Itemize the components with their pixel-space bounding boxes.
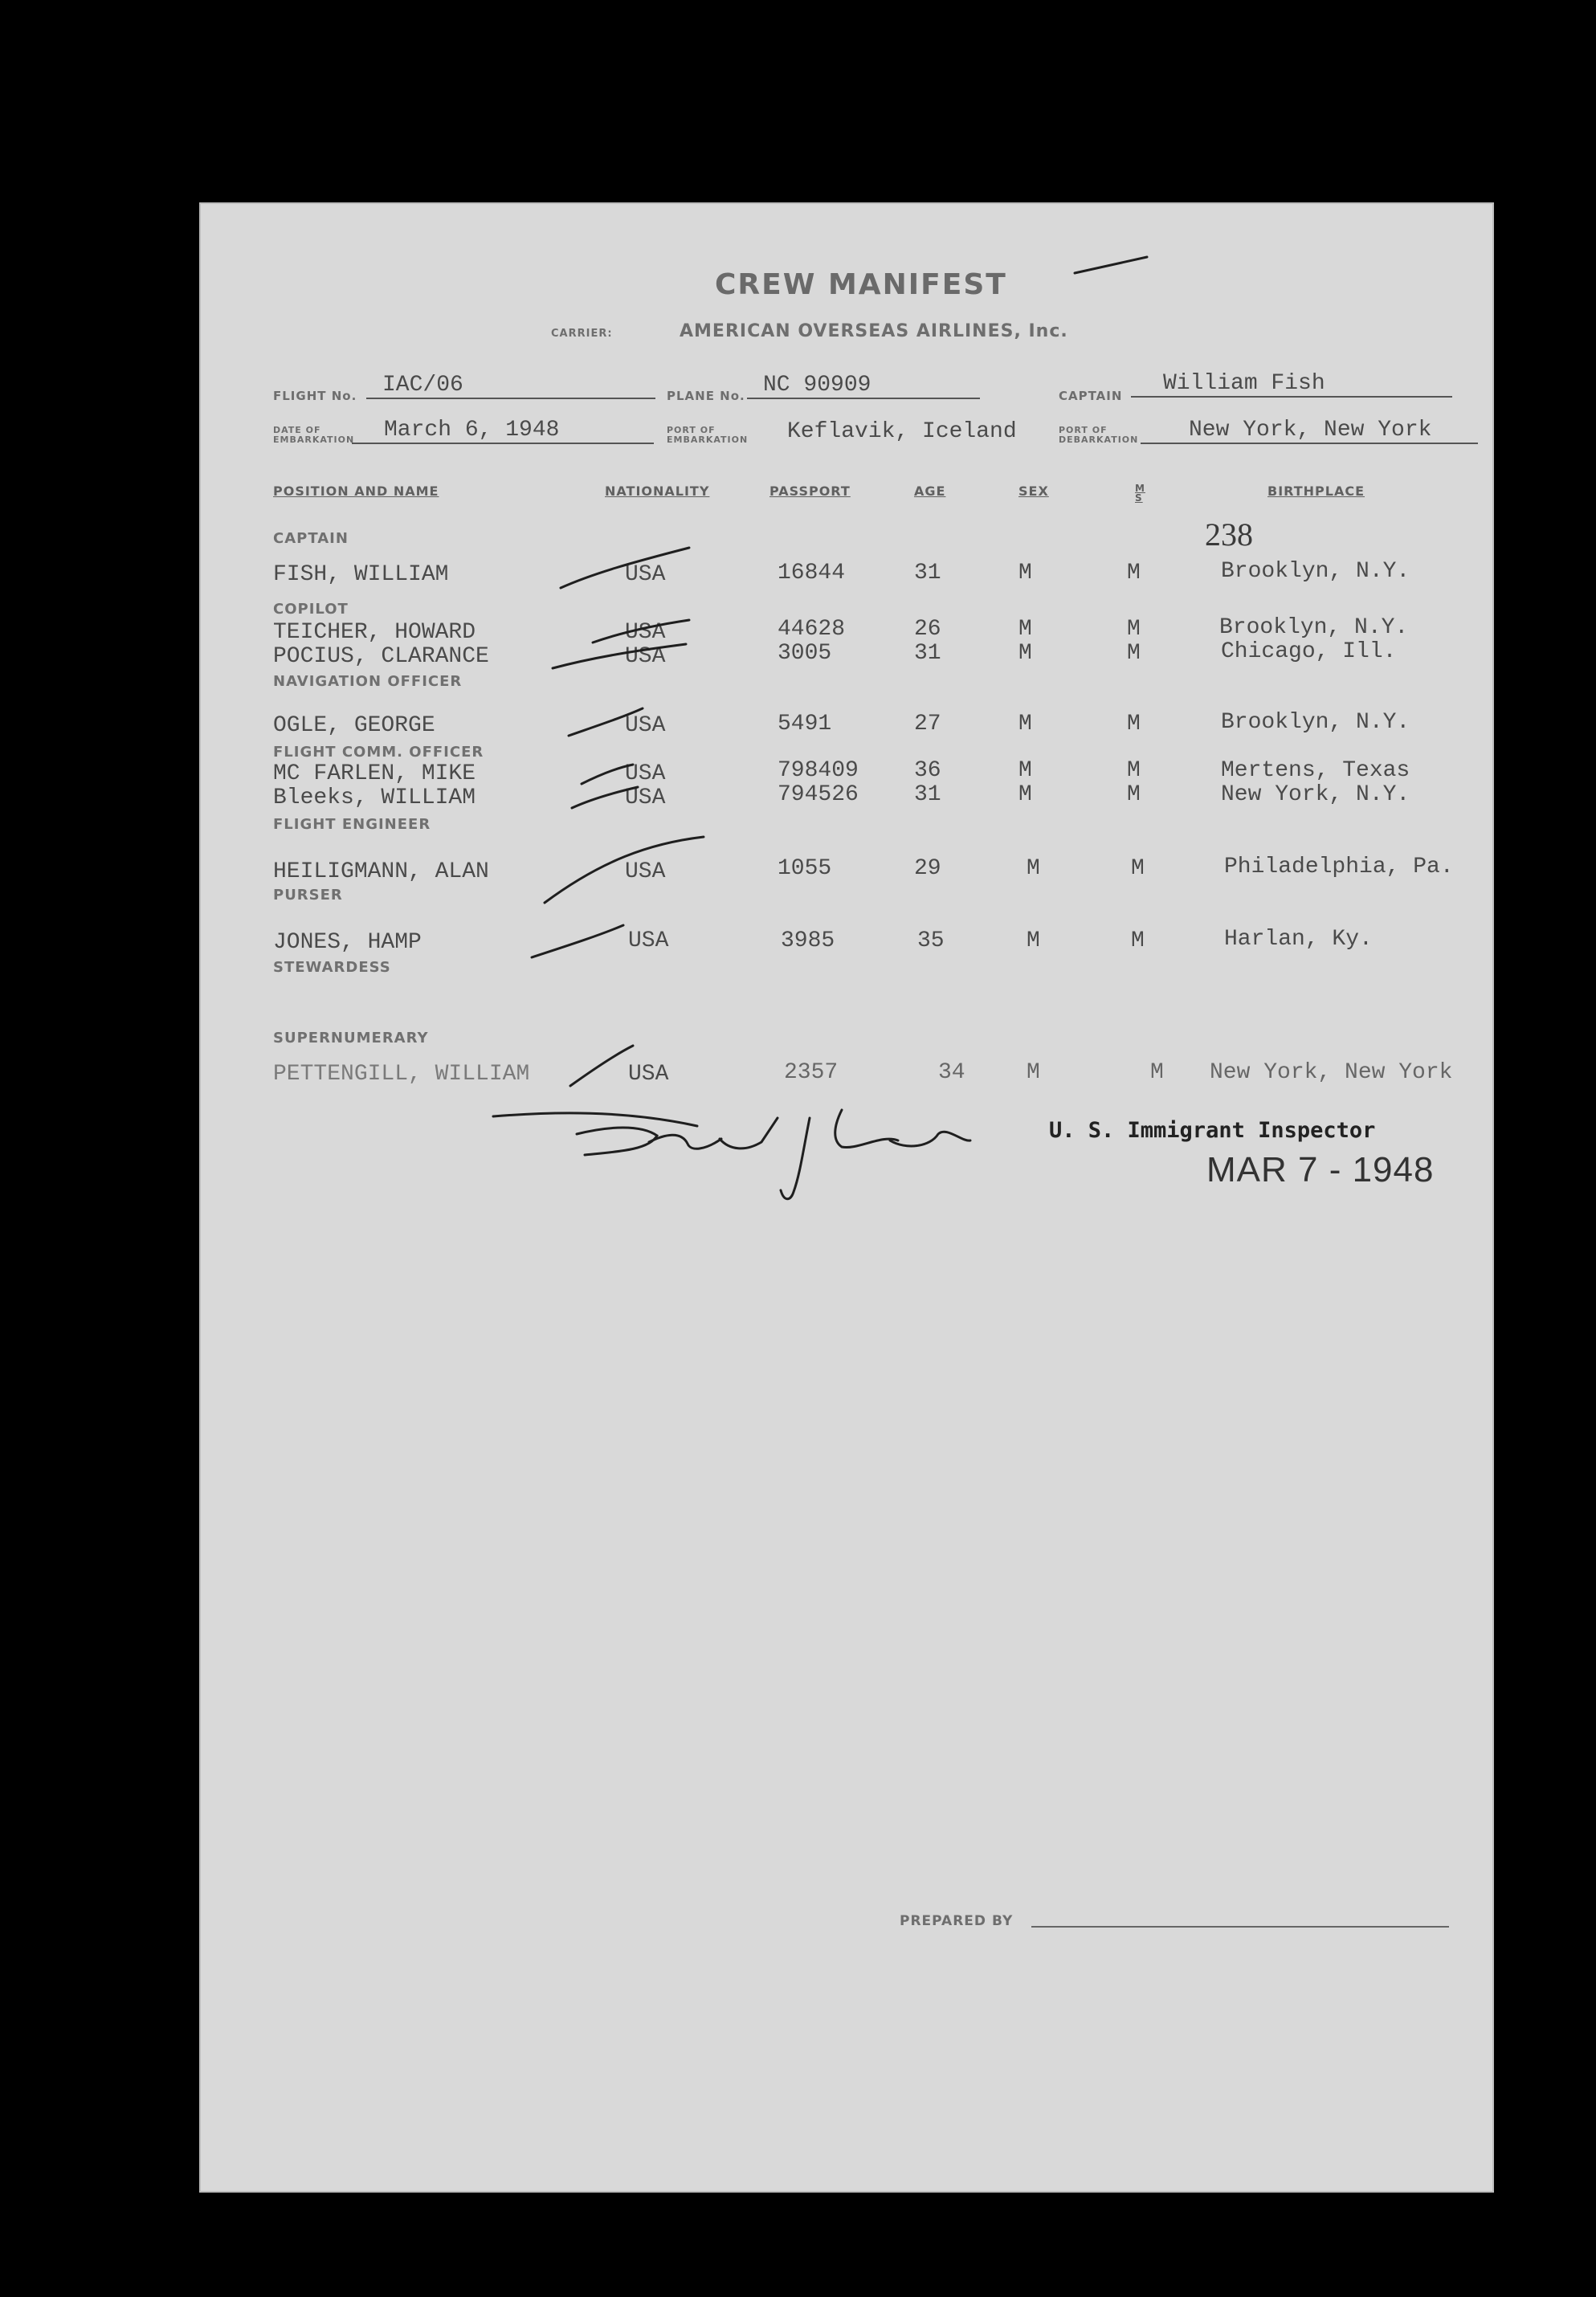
crew-nationality: USA: [625, 620, 666, 645]
crew-age: 26: [914, 617, 941, 642]
crew-marital-status: M: [1131, 928, 1145, 953]
crew-age: 35: [917, 928, 945, 953]
section-stewardess: STEWARDESS: [273, 959, 391, 976]
crew-age: 36: [914, 758, 941, 783]
crew-passport: 1055: [778, 856, 832, 881]
col-nationality: NATIONALITY: [605, 483, 710, 499]
crew-nationality: USA: [625, 859, 666, 884]
captain-name: William Fish: [1131, 371, 1452, 398]
prepared-by-line: [1031, 1926, 1449, 1928]
col-passport: PASSPORT: [769, 483, 851, 499]
section-copilot: COPILOT: [273, 601, 349, 618]
col-birthplace: BIRTHPLACE: [1267, 483, 1365, 499]
embarkation-date: March 6, 1948: [352, 418, 654, 444]
crew-sex: M: [1018, 617, 1032, 642]
crew-name: HEILIGMANN, ALAN: [273, 859, 489, 884]
crew-passport: 44628: [778, 617, 846, 642]
crew-passport: 5491: [778, 712, 832, 736]
col-age: AGE: [914, 483, 946, 499]
crew-nationality: USA: [628, 928, 669, 953]
crew-marital-status: M: [1127, 758, 1141, 783]
crew-name: JONES, HAMP: [273, 930, 422, 955]
section-supernumerary: SUPERNUMERARY: [273, 1030, 429, 1047]
check-mark: [553, 644, 686, 668]
col-position-name: POSITION AND NAME: [273, 483, 439, 499]
crew-nationality: USA: [625, 713, 666, 738]
crew-birthplace: Chicago, Ill.: [1221, 639, 1397, 664]
check-mark: [532, 925, 623, 957]
crew-marital-status: M: [1150, 1060, 1164, 1085]
crew-name: OGLE, GEORGE: [273, 713, 435, 738]
carrier-label: CARRIER:: [551, 328, 613, 340]
section-navigation-officer: NAVIGATION OFFICER: [273, 673, 463, 690]
crew-birthplace: Mertens, Texas: [1221, 758, 1410, 783]
captain-label: CAPTAIN: [1059, 389, 1123, 403]
crew-name: POCIUS, CLARANCE: [273, 644, 489, 669]
crew-sex: M: [1018, 758, 1032, 783]
check-mark: [570, 1046, 633, 1086]
handwritten-check-marks: [199, 202, 1494, 2193]
crew-sex: M: [1027, 928, 1040, 953]
page-number: 238: [1205, 516, 1253, 553]
section-captain: CAPTAIN: [273, 530, 349, 547]
inspector-signature: [199, 202, 1494, 2193]
crew-nationality: USA: [625, 761, 666, 786]
flight-number: IAC/06: [366, 373, 655, 399]
crew-sex: M: [1027, 1060, 1040, 1085]
crew-age: 34: [938, 1060, 965, 1085]
crew-name: MC FARLEN, MIKE: [273, 761, 476, 786]
crew-nationality: USA: [628, 1062, 669, 1087]
crew-sex: M: [1018, 782, 1032, 807]
crew-name: PETTENGILL, WILLIAM: [273, 1062, 530, 1087]
carrier-name: AMERICAN OVERSEAS AIRLINES, Inc.: [680, 321, 1068, 341]
col-sex: SEX: [1018, 483, 1049, 499]
port-debarkation: New York, New York: [1141, 418, 1478, 444]
crew-age: 31: [914, 641, 941, 666]
crew-birthplace: Harlan, Ky.: [1224, 927, 1373, 952]
crew-marital-status: M: [1127, 641, 1141, 666]
crew-name: TEICHER, HOWARD: [273, 620, 476, 645]
port-debarkation-label: PORT OF DEBARKATION: [1059, 425, 1139, 445]
port-embarkation: Keflavik, Iceland: [787, 419, 1017, 444]
crew-marital-status: M: [1127, 782, 1141, 807]
crew-nationality: USA: [625, 644, 666, 669]
crew-nationality: USA: [625, 562, 666, 587]
crew-passport: 798409: [778, 758, 859, 783]
inspection-date-stamp: MAR 7 - 1948: [1206, 1150, 1435, 1189]
crew-age: 27: [914, 712, 941, 736]
crew-passport: 16844: [778, 561, 846, 585]
document-title: CREW MANIFEST: [715, 268, 1007, 301]
prepared-by-label: PREPARED BY: [900, 1913, 1014, 1929]
header-pen-mark: [1075, 257, 1147, 273]
crew-marital-status: M: [1127, 712, 1141, 736]
crew-birthplace: New York, N.Y.: [1221, 782, 1410, 807]
crew-sex: M: [1018, 561, 1032, 585]
crew-birthplace: New York, New York: [1210, 1060, 1453, 1085]
port-embarkation-label: PORT OF EMBARKATION: [667, 425, 749, 445]
date-label: DATE OF EMBARKATION: [273, 425, 355, 445]
crew-name: FISH, WILLIAM: [273, 562, 449, 587]
crew-birthplace: Brooklyn, N.Y.: [1221, 559, 1410, 584]
crew-marital-status: M: [1127, 561, 1141, 585]
check-mark: [545, 837, 704, 903]
section-flight-comm-officer: FLIGHT COMM. OFFICER: [273, 744, 484, 761]
crew-sex: M: [1027, 856, 1040, 881]
manifest-page: [199, 202, 1494, 2193]
flight-label: FLIGHT No.: [273, 389, 357, 403]
col-marital-status: M S: [1135, 483, 1145, 504]
crew-passport: 3005: [778, 641, 832, 666]
section-purser: PURSER: [273, 887, 343, 904]
section-flight-engineer: FLIGHT ENGINEER: [273, 816, 431, 833]
plane-label: PLANE No.: [667, 389, 745, 403]
crew-age: 29: [914, 856, 941, 881]
inspector-title: U. S. Immigrant Inspector: [1049, 1118, 1376, 1143]
crew-sex: M: [1018, 641, 1032, 666]
crew-birthplace: Philadelphia, Pa.: [1224, 855, 1454, 879]
crew-passport: 794526: [778, 782, 859, 807]
crew-sex: M: [1018, 712, 1032, 736]
crew-passport: 3985: [781, 928, 835, 953]
crew-age: 31: [914, 782, 941, 807]
crew-birthplace: Brooklyn, N.Y.: [1221, 710, 1410, 735]
plane-number: NC 90909: [747, 373, 980, 399]
crew-marital-status: M: [1127, 617, 1141, 642]
crew-marital-status: M: [1131, 856, 1145, 881]
crew-nationality: USA: [625, 785, 666, 810]
crew-name: Bleeks, WILLIAM: [273, 785, 476, 810]
crew-passport: 2357: [784, 1060, 839, 1085]
crew-age: 31: [914, 561, 941, 585]
crew-birthplace: Brooklyn, N.Y.: [1219, 615, 1409, 640]
